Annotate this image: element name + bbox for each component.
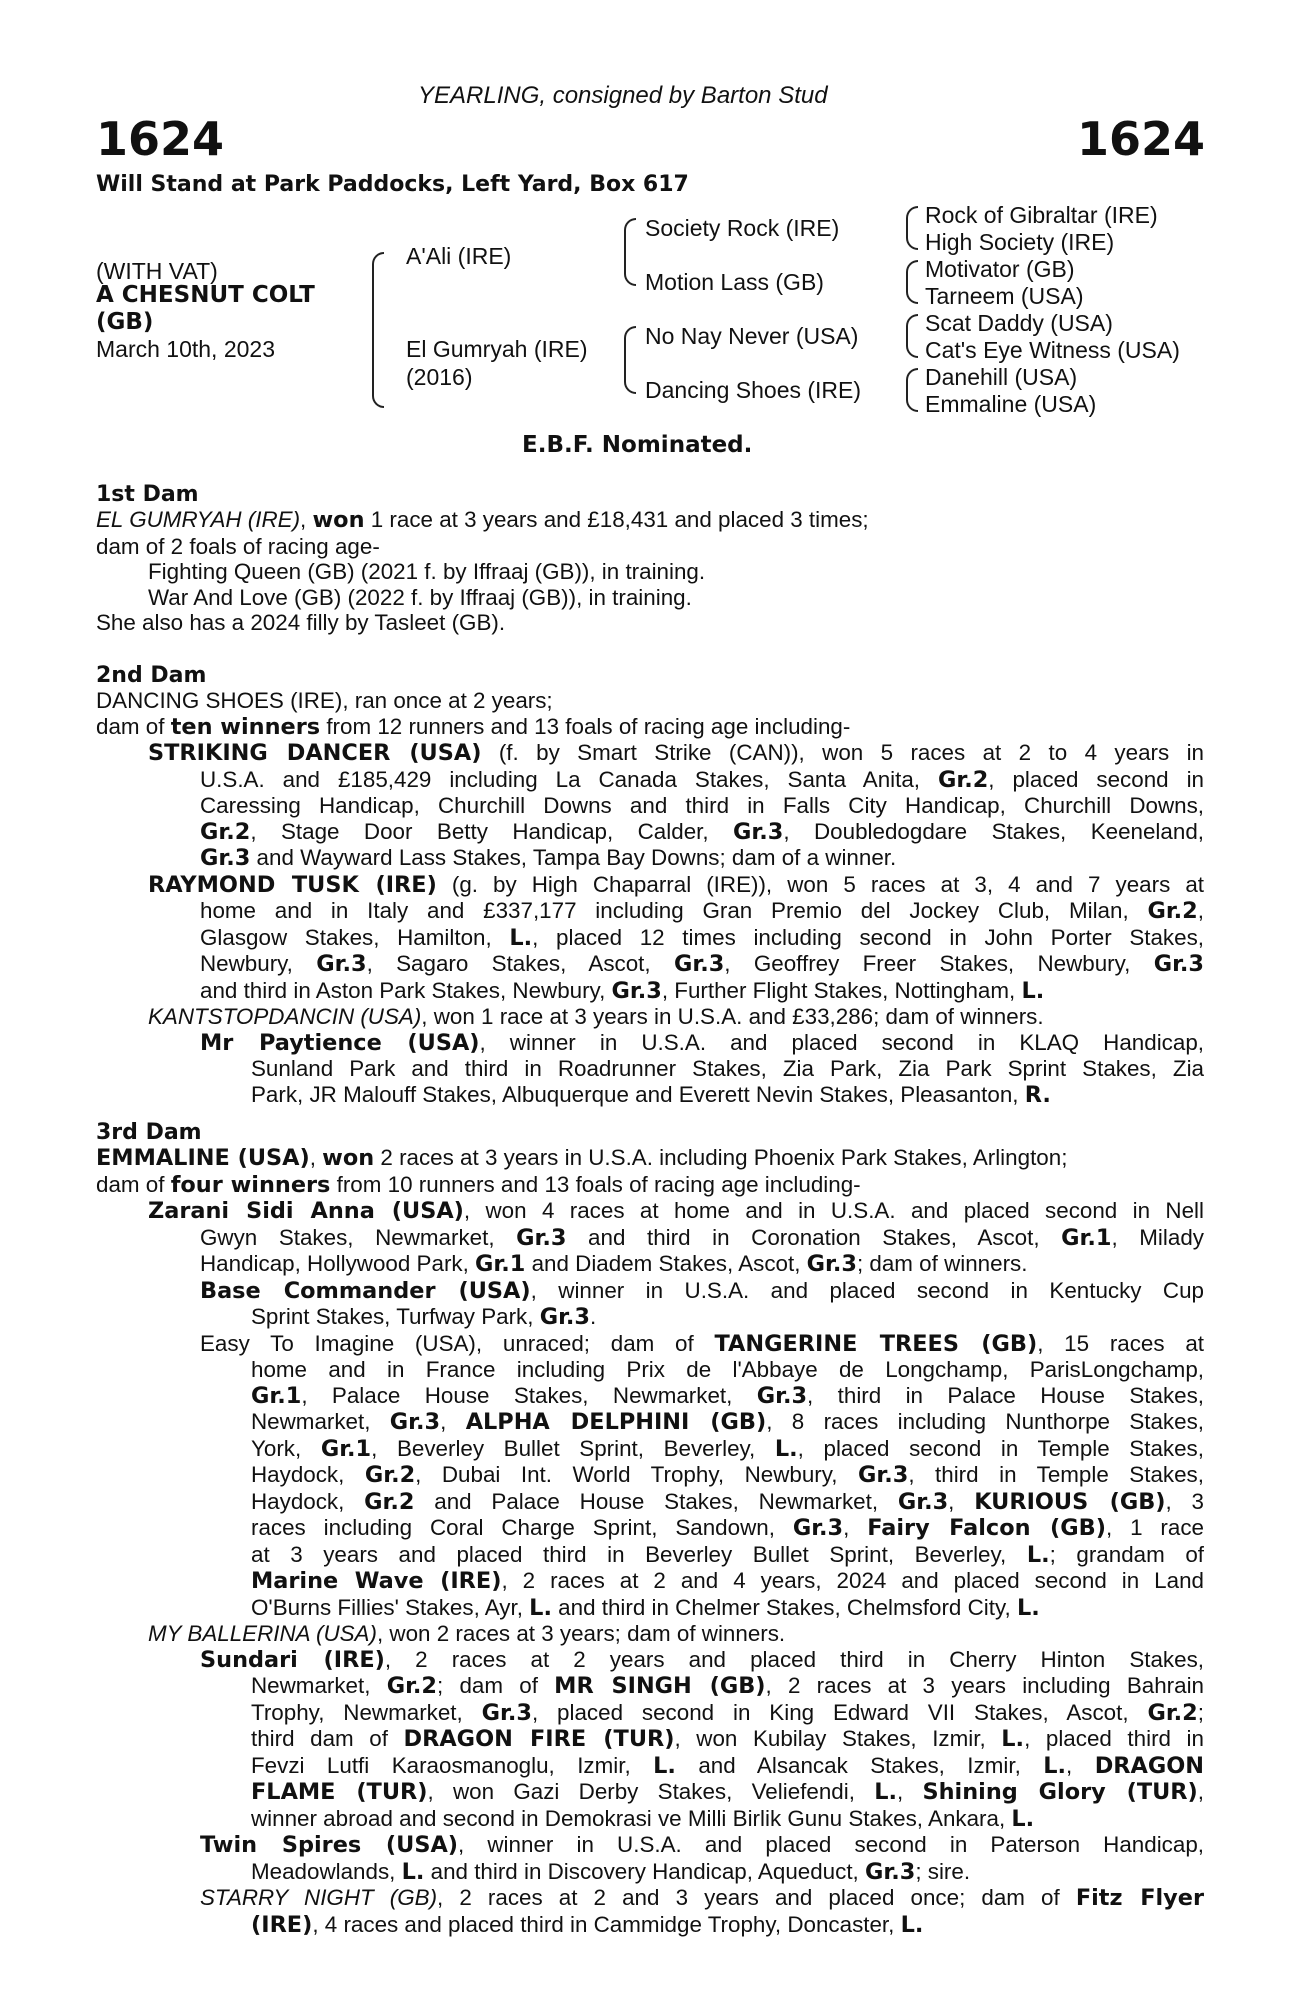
entry-line: (IRE), 4 races and placed third in Cammidge Trophy, Doncaster, L. xyxy=(251,1911,924,1938)
ggp-8: Emmaline (USA) xyxy=(925,391,1097,417)
third-dam-line: EMMALINE (USA), won 2 races at 3 years in U.S.A. including Phoenix Park Stakes, Arlington; xyxy=(96,1145,1068,1171)
entry-line: MY BALLERINA (USA), won 2 races at 3 years; dam of winners. xyxy=(148,1621,786,1646)
entry-line: Haydock, Gr.2, Dubai Int. World Trophy, Newbury, Gr.3, third in Temple Stakes, xyxy=(251,1462,1204,1488)
entry-line: Caressing Handicap, Churchill Downs and third in Falls City Handicap, Churchill Downs, xyxy=(200,793,1204,818)
entry-line: Newmarket, Gr.3, ALPHA DELPHINI (GB), 8 races including Nunthorpe Stakes, xyxy=(251,1409,1204,1435)
brace-sire-dam xyxy=(372,252,384,408)
entry-line: Zarani Sidi Anna (USA), won 4 races at home and in U.S.A. and placed second in Nell xyxy=(148,1198,1204,1224)
entry-line: winner abroad and second in Demokrasi ve Milli Birlik Gunu Stakes, Ankara, L. xyxy=(251,1805,1035,1832)
entry-line: U.S.A. and £185,429 including La Canada Stakes, Santa Anita, Gr.2, placed second in xyxy=(200,766,1204,793)
ebf-nominated: E.B.F. Nominated. xyxy=(522,432,753,458)
entry-line: Haydock, Gr.2 and Palace House Stakes, Newmarket, Gr.3, KURIOUS (GB), 3 xyxy=(251,1488,1204,1515)
brace-sire-parents xyxy=(624,218,636,286)
ggp-3: Motivator (GB) xyxy=(925,256,1075,282)
entry-line: and third in Aston Park Stakes, Newbury, Gr.3, Further Flight Stakes, Nottingham, L. xyxy=(200,977,1045,1004)
entry-line: Fevzi Lutfi Karaosmanoglu, Izmir, L. and Alsancak Stakes, Izmir, L., DRAGON xyxy=(251,1752,1204,1779)
lot-number-right: 1624 xyxy=(1076,112,1205,166)
entry-line: Marine Wave (IRE), 2 races at 2 and 4 years, 2024 and placed second in Land xyxy=(251,1568,1204,1594)
second-dam-line: dam of ten winners from 12 runners and 13 foals of racing age including- xyxy=(96,713,851,740)
entry-line: Gr.3 and Wayward Lass Stakes, Tampa Bay Downs; dam of a winner. xyxy=(200,845,897,871)
entry-line: STRIKING DANCER (USA) (f. by Smart Strike (CAN)), won 5 races at 2 to 4 years in xyxy=(148,740,1204,766)
ggp-7: Danehill (USA) xyxy=(925,364,1078,390)
entry-line: RAYMOND TUSK (IRE) (g. by High Chaparral (IRE)), won 5 races at 3, 4 and 7 years at xyxy=(148,871,1204,898)
dam-year: (2016) xyxy=(406,364,473,390)
third-dam-title: 3rd Dam xyxy=(96,1120,202,1145)
entry-line: O'Burns Fillies' Stakes, Ayr, L. and third in Chelmer Stakes, Chelmsford City, L. xyxy=(251,1594,1040,1621)
entry-line: Easy To Imagine (USA), unraced; dam of TANGERINE TREES (GB), 15 races at xyxy=(200,1330,1204,1357)
brace-dam-parents xyxy=(624,326,636,394)
ggp-5: Scat Daddy (USA) xyxy=(925,310,1113,336)
entry-line: Mr Paytience (USA), winner in U.S.A. and placed second in KLAQ Handicap, xyxy=(200,1029,1204,1056)
entry-line: Gr.1, Palace House Stakes, Newmarket, Gr.3, third in Palace House Stakes, xyxy=(251,1382,1205,1409)
entry-line: Newmarket, Gr.2; dam of MR SINGH (GB), 2 races at 3 years including Bahrain xyxy=(251,1673,1204,1699)
second-dam-title: 2nd Dam xyxy=(96,663,207,688)
entry-line: Handicap, Hollywood Park, Gr.1 and Diadem Stakes, Ascot, Gr.3; dam of winners. xyxy=(200,1251,1028,1277)
entry-line: Base Commander (USA), winner in U.S.A. and placed second in Kentucky Cup xyxy=(200,1277,1205,1304)
entry-line: Meadowlands, L. and third in Discovery Handicap, Aqueduct, Gr.3; sire. xyxy=(251,1858,971,1885)
entry-line: Park, JR Malouff Stakes, Albuquerque and Everett Nevin Stakes, Pleasanton, R. xyxy=(251,1081,1051,1108)
entry-line: STARRY NIGHT (GB), 2 races at 2 and 3 years and placed once; dam of Fitz Flyer xyxy=(200,1885,1205,1911)
entry-line: Trophy, Newmarket, Gr.3, placed second in King Edward VII Stakes, Ascot, Gr.2; xyxy=(251,1699,1204,1726)
entry-line: Gwyn Stakes, Newmarket, Gr.3 and third in Coronation Stakes, Ascot, Gr.1, Milady xyxy=(200,1224,1204,1251)
entry-line: Gr.2, Stage Door Betty Handicap, Calder, Gr.3, Doubledogdare Stakes, Keeneland, xyxy=(200,818,1204,845)
ggp-4: Tarneem (USA) xyxy=(925,283,1084,309)
entry-line: Sprint Stakes, Turfway Park, Gr.3. xyxy=(251,1304,597,1330)
dam-sire: No Nay Never (USA) xyxy=(645,323,859,349)
entry-line: Newbury, Gr.3, Sagaro Stakes, Ascot, Gr.3, Geoffrey Freer Stakes, Newbury, Gr.3 xyxy=(200,951,1204,977)
sire-dam: Motion Lass (GB) xyxy=(645,269,824,295)
entry-line: home and in France including Prix de l'Abbaye de Longchamp, ParisLongchamp, xyxy=(251,1357,1204,1382)
sire-sire: Society Rock (IRE) xyxy=(645,215,840,241)
third-dam-section xyxy=(96,1120,1204,1938)
entry-line: Glasgow Stakes, Hamilton, L., placed 12 times including second in John Porter Stakes, xyxy=(200,924,1204,951)
brace-ggp-3 xyxy=(906,314,918,358)
sire-name: A'Ali (IRE) xyxy=(406,243,512,269)
first-dam-line: EL GUMRYAH (IRE), won 1 race at 3 years and £18,431 and placed 3 times; xyxy=(96,507,869,533)
first-dam-foal: Fighting Queen (GB) (2021 f. by Iffraaj (GB)), in training. xyxy=(148,559,706,584)
vat-note: (WITH VAT) xyxy=(96,258,218,284)
entry-line: KANTSTOPDANCIN (USA), won 1 race at 3 years in U.S.A. and £33,286; dam of winners. xyxy=(148,1004,1044,1029)
first-dam-line: She also has a 2024 filly by Tasleet (GB). xyxy=(96,610,506,635)
entry-line: Twin Spires (USA), winner in U.S.A. and placed second in Paterson Handicap, xyxy=(200,1832,1204,1858)
foaling-date: March 10th, 2023 xyxy=(96,336,276,362)
first-dam-title: 1st Dam xyxy=(96,482,199,507)
entry-line: third dam of DRAGON FIRE (TUR), won Kubilay Stakes, Izmir, L., placed third in xyxy=(251,1726,1204,1752)
entry-line: at 3 years and placed third in Beverley Bullet Sprint, Beverley, L.; grandam of xyxy=(251,1541,1204,1568)
third-dam-line: dam of four winners from 10 runners and 13 foals of racing age including- xyxy=(96,1171,861,1198)
ggp-2: High Society (IRE) xyxy=(925,229,1115,255)
horse-title: A CHESNUT COLT xyxy=(96,282,315,308)
stand-location: Will Stand at Park Paddocks, Left Yard, Box 617 xyxy=(96,172,689,197)
first-dam-line: dam of 2 foals of racing age- xyxy=(96,533,380,559)
horse-title-country: (GB) xyxy=(96,309,154,335)
lot-number-left: 1624 xyxy=(96,112,225,166)
dam-name: El Gumryah (IRE) xyxy=(406,336,588,362)
dam-dam: Dancing Shoes (IRE) xyxy=(645,377,862,403)
entry-line: races including Coral Charge Sprint, Sandown, Gr.3, Fairy Falcon (GB), 1 race xyxy=(251,1515,1204,1541)
brace-ggp-1 xyxy=(906,206,918,250)
second-dam-section xyxy=(96,663,1204,1108)
entry-line: Sunland Park and third in Roadrunner Stakes, Zia Park, Zia Park Sprint Stakes, Zia xyxy=(251,1056,1204,1081)
brace-ggp-2 xyxy=(906,260,918,304)
entry-line: York, Gr.1, Beverley Bullet Sprint, Beverley, L., placed second in Temple Stakes, xyxy=(251,1435,1204,1462)
ggp-1: Rock of Gibraltar (IRE) xyxy=(925,202,1158,228)
first-dam-section xyxy=(96,482,1204,636)
entry-line: Sundari (IRE), 2 races at 2 years and placed third in Cherry Hinton Stakes, xyxy=(200,1646,1204,1673)
entry-line: home and in Italy and £337,177 including Gran Premio del Jockey Club, Milan, Gr.2, xyxy=(200,898,1204,924)
brace-ggp-4 xyxy=(906,368,918,412)
entry-line: FLAME (TUR), won Gazi Derby Stakes, Veliefendi, L., Shining Glory (TUR), xyxy=(251,1779,1204,1805)
consignment-line: YEARLING, consigned by Barton Stud xyxy=(418,82,828,109)
first-dam-foal: War And Love (GB) (2022 f. by Iffraaj (GB)), in training. xyxy=(148,584,692,610)
ggp-6: Cat's Eye Witness (USA) xyxy=(925,337,1180,363)
second-dam-line: DANCING SHOES (IRE), ran once at 2 years; xyxy=(96,688,553,713)
